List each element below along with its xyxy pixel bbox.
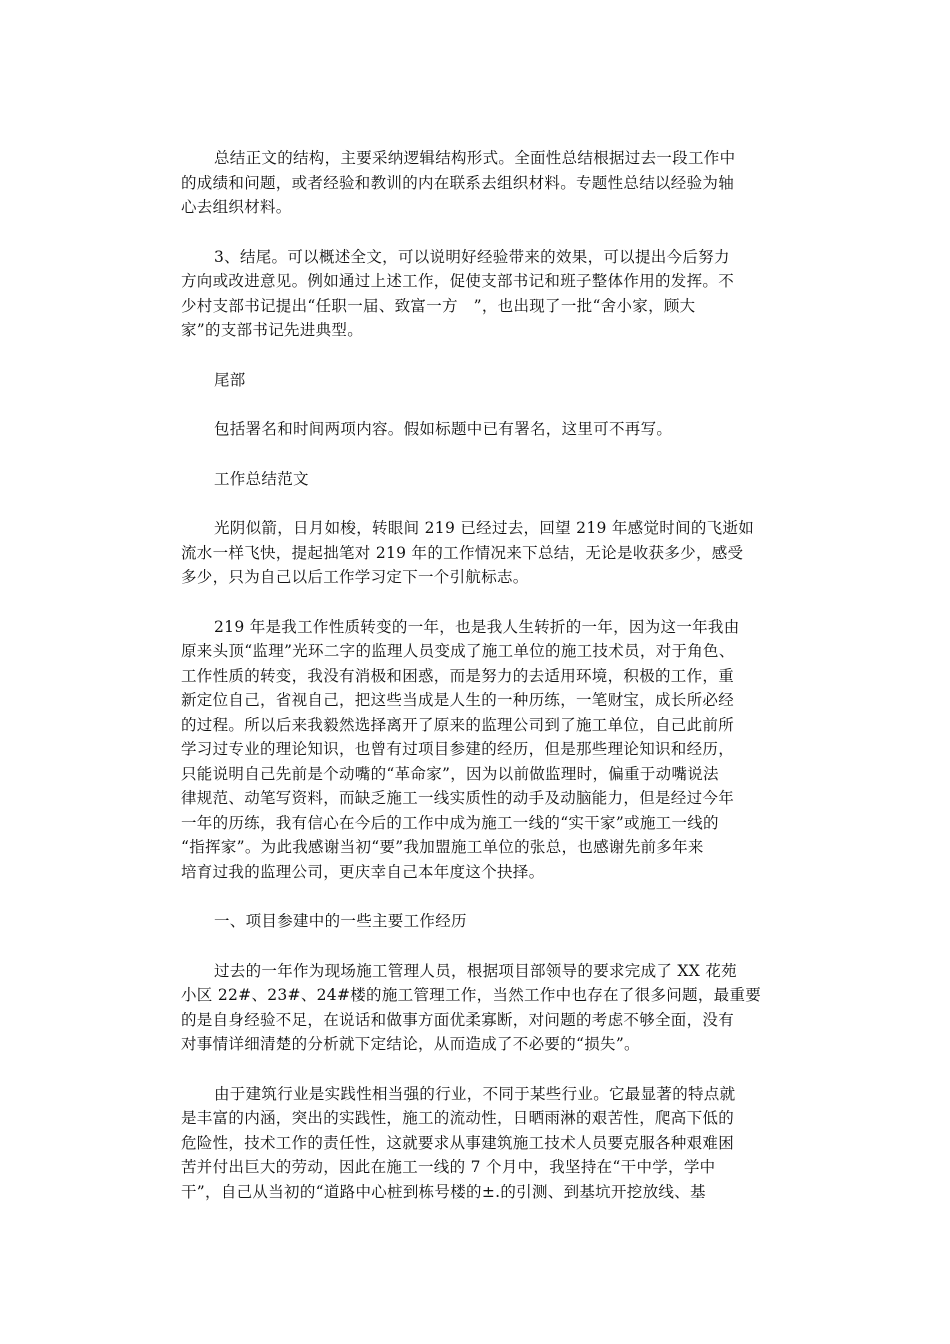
text-line: 新定位自己，省视自己，把这些当成是人生的一种历练，一笔财宝，成长所必经	[181, 691, 735, 709]
section-heading-sample	[181, 467, 771, 492]
section-heading-experience	[181, 909, 771, 934]
text-line: 的成绩和问题，或者经验和教训的内在联系去组织材料。专题性总结以经验为轴	[181, 173, 735, 192]
text-line: 心去组织材料。	[181, 198, 292, 216]
text-line: 过去的一年作为现场施工管理人员，根据项目部领导的要求完成了 XX 花苑	[214, 961, 737, 980]
text-line: 律规范、动笔写资料，而缺乏施工一线实质性的动手及动脑能力，但是经过今年	[181, 789, 735, 807]
section-heading-tail	[181, 368, 771, 393]
text-line: 学习过专业的理论知识，也曾有过项目参建的经历，但是那些理论知识和经历，	[181, 740, 735, 758]
text-line: 包括署名和时间两项内容。假如标题中已有署名，这里可不再写。	[214, 420, 673, 438]
text-line: 苦并付出巨大的劳动，因此在施工一线的 7 个月中，我坚持在“干中学，学中	[181, 1158, 716, 1176]
text-line: 原来头顶“监理”光环二字的监理人员变成了施工单位的施工技术员，对于角色、	[181, 642, 735, 660]
paragraph-signature	[181, 417, 771, 442]
text-line: 尾部	[214, 370, 246, 389]
text-line: 少村支部书记提出“任职一届、致富一方 ”，也出现了一批“舍小家，顾大	[181, 296, 696, 315]
text-line: 多少，只为自己以后工作学习定下一个引航标志。	[181, 568, 529, 586]
text-line: 工作性质的转变，我没有消极和困惑，而是努力的去适用环境，积极的工作，重	[181, 666, 735, 685]
text-line: 只能说明自己先前是个动嘴的“革命家”，因为以前做监理时，偏重于动嘴说法	[181, 764, 719, 783]
text-line: 的过程。所以后来我毅然选择离开了原来的监理公司到了施工单位，自己此前所	[181, 715, 735, 734]
paragraph-intro	[181, 516, 771, 590]
paragraph-past-year	[181, 959, 771, 1057]
paragraph-career-change	[181, 615, 771, 885]
text-line: 的是自身经验不足，在说话和做事方面优柔寡断，对问题的考虑不够全面，没有	[181, 1010, 735, 1029]
text-line: 总结正文的结构，主要采纳逻辑结构形式。全面性总结根据过去一段工作中	[214, 149, 736, 167]
text-line: 由于建筑行业是实践性相当强的行业，不同于某些行业。它最显著的特点就	[214, 1084, 736, 1103]
text-line: “指挥家”。为此我感谢当初“要”我加盟施工单位的张总，也感谢先前多年来	[181, 838, 704, 856]
paragraph-construction-industry	[181, 1082, 771, 1205]
text-line: 小区 22#、23#、24#楼的施工管理工作，当然工作中也存在了很多问题，最重要	[181, 986, 762, 1004]
document-body	[181, 146, 771, 1229]
text-line: 家”的支部书记先进典型。	[181, 321, 364, 339]
text-line: 一年的历练，我有信心在今后的工作中成为施工一线的“实干家”或施工一线的	[181, 813, 719, 832]
text-line: 危险性，技术工作的责任性，这就要求从事建筑施工技术人员要克服各种艰难困	[181, 1133, 735, 1152]
text-line: 干”，自己从当初的“道路中心桩到栋号楼的±.的引测、到基坑开挖放线、基	[181, 1182, 706, 1201]
text-line: 光阴似箭，日月如梭，转眼间 219 已经过去，回望 219 年感觉时间的飞逝如	[214, 519, 755, 537]
text-line: 流水一样飞快，提起拙笔对 219 年的工作情况来下总结，无论是收获多少，感受	[181, 543, 744, 562]
text-line: 3、结尾。可以概述全文，可以说明好经验带来的效果，可以提出今后努力	[214, 247, 730, 266]
text-line: 一、项目参建中的一些主要工作经历	[214, 912, 467, 930]
text-line: 对事情详细清楚的分析就下定结论，从而造成了不必要的“损失”。	[181, 1035, 640, 1053]
text-line: 工作总结范文	[214, 469, 309, 488]
text-line: 219 年是我工作性质转变的一年，也是我人生转折的一年，因为这一年我由	[214, 617, 740, 636]
text-line: 是丰富的内涵，突出的实践性，施工的流动性，日晒雨淋的艰苦性，爬高下低的	[181, 1109, 735, 1127]
paragraph-body-structure	[181, 146, 771, 220]
text-line: 方向或改进意见。例如通过上述工作，促使支部书记和班子整体作用的发挥。不	[181, 272, 735, 290]
text-line: 培育过我的监理公司，更庆幸自己本年度这个抉择。	[181, 862, 545, 881]
paragraph-ending	[181, 245, 771, 343]
